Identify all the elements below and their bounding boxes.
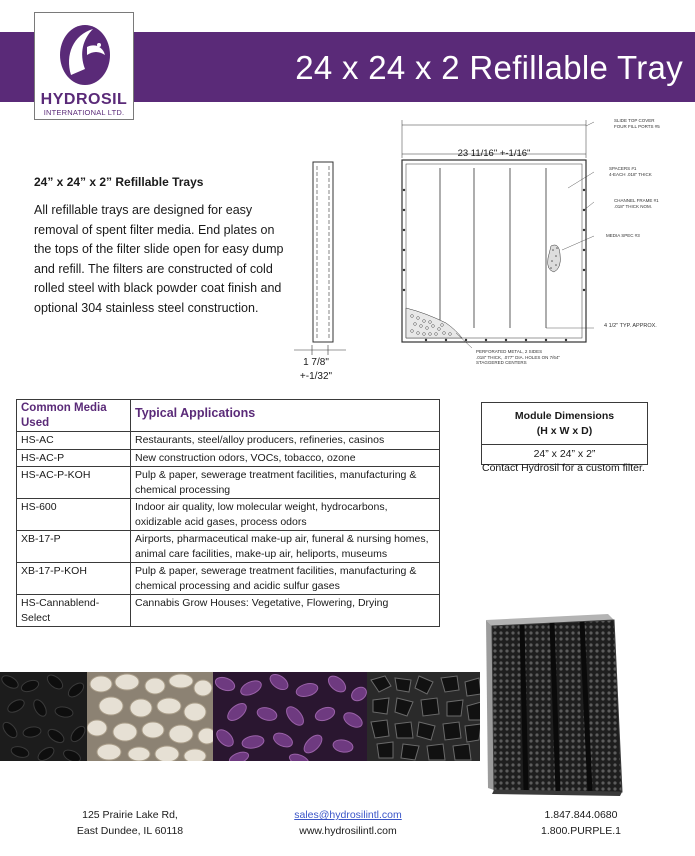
- note-typical-spacing: 4 1/2" TYP. APPROX.: [604, 323, 657, 329]
- table-row: [17, 432, 440, 450]
- media-applications-table: [16, 399, 440, 627]
- page-title: 24 x 24 x 2 Refillable Tray: [295, 49, 683, 86]
- media-cell: XB-17-P: [17, 531, 131, 563]
- custom-filter-note: Contact Hydrosil for a custom filter.: [482, 462, 645, 474]
- depth-tolerance-label: +-1/32": [299, 371, 333, 382]
- table-row: [17, 499, 440, 531]
- application-cell: Airports, pharmaceutical make-up air, funeral & nursing homes, animal care facilities, make-up air, heliports, museums: [131, 531, 440, 563]
- table-row: [17, 449, 440, 467]
- media-photo-black-granules: [367, 672, 483, 761]
- footer-contact: [258, 808, 438, 839]
- module-dimensions-table: [481, 402, 648, 465]
- note-media-spec: MEDIA SPEC #3: [606, 233, 640, 238]
- intro-heading: 24” x 24” x 2” Refillable Trays: [34, 175, 204, 189]
- hydrosil-logo: [34, 12, 134, 120]
- application-cell: Cannabis Grow Houses: Vegetative, Flowering, Drying: [131, 595, 440, 627]
- column-header-applications: Typical Applications: [131, 400, 440, 432]
- address-line-2: East Dundee, IL 60118: [76, 824, 184, 837]
- website-text: www.hydrosilintl.com: [299, 824, 397, 837]
- refillable-tray-photo: [480, 612, 630, 797]
- side-profile-drawing: [308, 160, 338, 345]
- width-dimension-label: 23 11/16" +-1/16": [457, 148, 531, 159]
- table-row: [17, 563, 440, 595]
- media-cell: HS-600: [17, 499, 131, 531]
- module-dimensions-title: Module Dimensions: [514, 410, 615, 422]
- media-photo-black-pellets: [0, 672, 87, 761]
- media-photo-purple-pellets: [213, 672, 367, 761]
- note-perforated-metal: PERFORATED METAL, 2 SIDES .018" THICK, .077" DIA. HOLES ON 7/64" STAGGERED CENTERS: [476, 349, 560, 365]
- address-line-1: 125 Prairie Lake Rd,: [82, 809, 178, 821]
- table-row: [17, 531, 440, 563]
- footer-address: [50, 808, 210, 839]
- application-cell: Indoor air quality, low molecular weight, hydrocarbons, oxidizable acid gases, process odors: [131, 499, 440, 531]
- intro-description: All refillable trays are designed for easy removal of spent filter media. End plates on the tops of the filter slide open for easy dump and refill. The filters are constructed of cold rolled steel with black powder coat finish and optional 304 stainless steel construction.: [34, 203, 284, 315]
- application-cell: Pulp & paper, sewerage treatment facilities, manufacturing & chemical processing and acidic sulfur gases: [131, 563, 440, 595]
- logo-wordmark: HYDROSIL: [40, 91, 128, 108]
- logo-emblem-icon: [35, 13, 135, 93]
- media-photo-white-granules: [87, 672, 213, 761]
- media-cell: XB-17-P-KOH: [17, 563, 131, 595]
- media-cell: HS-AC-P-KOH: [17, 467, 131, 499]
- note-slide-top-cover: SLIDE TOP COVER FOUR FILL PORTS #5: [614, 118, 660, 129]
- application-cell: New construction odors, VOCs, tobacco, ozone: [131, 449, 440, 467]
- module-dimensions-heading: [482, 403, 648, 445]
- phone-number-alt: 1.800.PURPLE.1: [541, 824, 621, 837]
- footer-phones: [516, 808, 646, 839]
- note-spacers: SPACERS #1 4-EACH .018" THICK: [609, 166, 652, 177]
- media-cell: HS-AC: [17, 432, 131, 450]
- table-header-row: [17, 400, 440, 432]
- module-dimensions-value: 24” x 24” x 2”: [482, 445, 648, 465]
- media-cell: HS-AC-P: [17, 449, 131, 467]
- email-link[interactable]: sales@hydrosilintl.com: [294, 809, 402, 821]
- depth-dimension-line: [290, 345, 350, 355]
- column-header-media: Common Media Used: [17, 400, 131, 432]
- depth-dimension-label: 1 7/8": [303, 357, 329, 368]
- application-cell: Restaurants, steel/alloy producers, refineries, casinos: [131, 432, 440, 450]
- module-dimensions-subtitle: (H x W x D): [536, 425, 593, 437]
- note-channel-frame: CHANNEL FRAME #1 .018" THICK NOM.: [614, 198, 659, 209]
- phone-number: 1.847.844.0680: [544, 809, 618, 821]
- logo-tagline: INTERNATIONAL LTD.: [43, 108, 125, 117]
- application-cell: Pulp & paper, sewerage treatment facilities, manufacturing & chemical processing: [131, 467, 440, 499]
- table-row: [17, 467, 440, 499]
- media-cell: HS-Cannablend-Select: [17, 595, 131, 627]
- media-photo-strip: [0, 672, 483, 761]
- table-row: [17, 595, 440, 627]
